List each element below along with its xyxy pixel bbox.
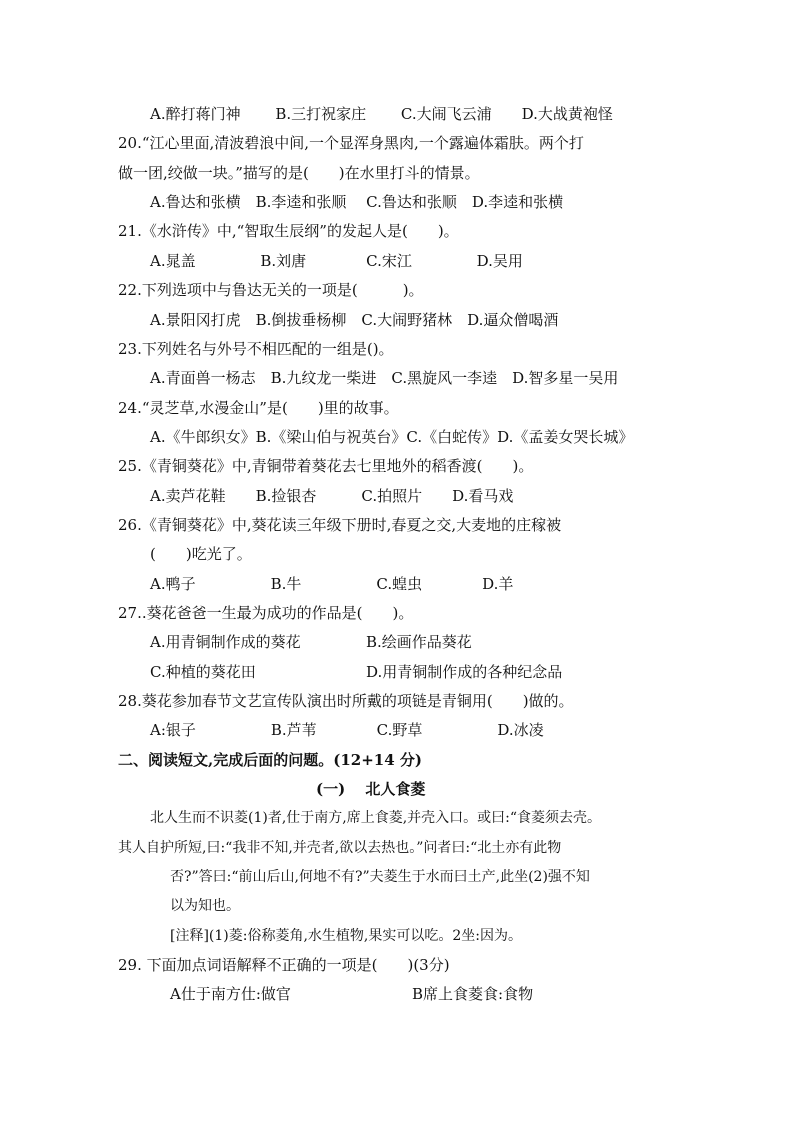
q25-stem: 25.《青铜葵花》中,青铜带着葵花去七里地外的稻香渡( )。 [118,457,534,475]
passage-note: [注释](1)菱:俗称菱角,水生植物,果实可以吃。2坐:因为。 [170,928,522,944]
q20-options: A.鲁达和张横 B.李逵和张顺 C.鲁达和张顺 D.李逵和张横 [150,193,564,211]
q26-stem-line2: ( )吃光了。 [150,545,252,563]
q24-stem: 24.“灵芝草,水漫金山”是( )里的故事。 [118,399,399,417]
passage-line3: 否?”答曰:“前山后山,何地不有?”夫菱生于水而曰土产,此坐(2)强不知 [170,869,590,885]
q20-stem-line2: 做一团,绞做一块。”描写的是( )在水里打斗的情景。 [118,164,480,182]
q21-options: A.晁盖 B.刘唐 C.宋江 D.吴用 [150,252,523,270]
q27-stem: 27..葵花爸爸一生最为成功的作品是( )。 [118,604,414,622]
q27-option-b: B.绘画作品葵花 [366,633,472,651]
q27-option-a: A.用青铜制作成的葵花 [150,633,301,651]
q19-options: A.醉打蒋门神 B.三打祝家庄 C.大闹飞云浦 D.大战黄袍怪 [150,105,613,123]
q22-stem: 22.下列选项中与鲁达无关的一项是( )。 [118,281,424,299]
q29-option-b: B席上食菱食:食物 [412,985,534,1003]
passage-line1: 北人生而不识菱(1)者,仕于南方,席上食菱,并壳入口。或曰:“食菱须去壳。 [150,810,602,826]
q29-option-a: A仕于南方仕:做官 [170,985,291,1003]
passage-title: (一) 北人食菱 [316,780,426,798]
passage-line4: 以为知也。 [170,898,240,914]
q23-stem: 23.下列姓名与外号不相匹配的一组是()。 [118,340,394,358]
q27-option-d: D.用青铜制作成的各种纪念品 [366,663,563,681]
q26-stem-line1: 26.《青铜葵花》中,葵花读三年级下册时,春夏之交,大麦地的庄稼被 [118,516,562,534]
q26-options: A.鸭子 B.牛 C.蝗虫 D.羊 [150,575,514,593]
q25-options: A.卖芦花鞋 B.捡银杏 C.拍照片 D.看马戏 [150,487,514,505]
q28-options: A:银子 B.芦苇 C.野草 D.冰凌 [150,721,544,739]
q23-options: A.青面兽一杨志 B.九纹龙一柴进 C.黑旋风一李逵 D.智多星一吴用 [150,369,619,387]
passage-line2: 其人自护所短,曰:“我非不知,并壳者,欲以去热也。”问者曰:“北土亦有此物 [118,840,562,856]
q21-stem: 21.《水浒传》中,“智取生辰纲”的发起人是( )。 [118,222,459,240]
q24-options: A.《牛郎织女》B.《梁山伯与祝英台》C.《白蛇传》D.《孟姜女哭长城》 [150,428,634,446]
q22-options: A.景阳冈打虎 B.倒拔垂杨柳 C.大闹野猪林 D.逼众僧喝酒 [150,311,559,329]
q29-stem: 29. 下面加点词语解释不正确的一项是( )(3分) [118,956,450,974]
q27-option-c: C.种植的葵花田 [150,663,256,681]
q28-stem: 28.葵花参加春节文艺宣传队演出时所戴的项链是青铜用( )做的。 [118,692,574,710]
section-heading: 二、阅读短文,完成后面的问题。(12+14 分) [118,751,422,769]
q20-stem-line1: 20.“江心里面,清波碧浪中间,一个显浑身黑肉,一个露遍体霜肤。两个打 [118,134,584,152]
